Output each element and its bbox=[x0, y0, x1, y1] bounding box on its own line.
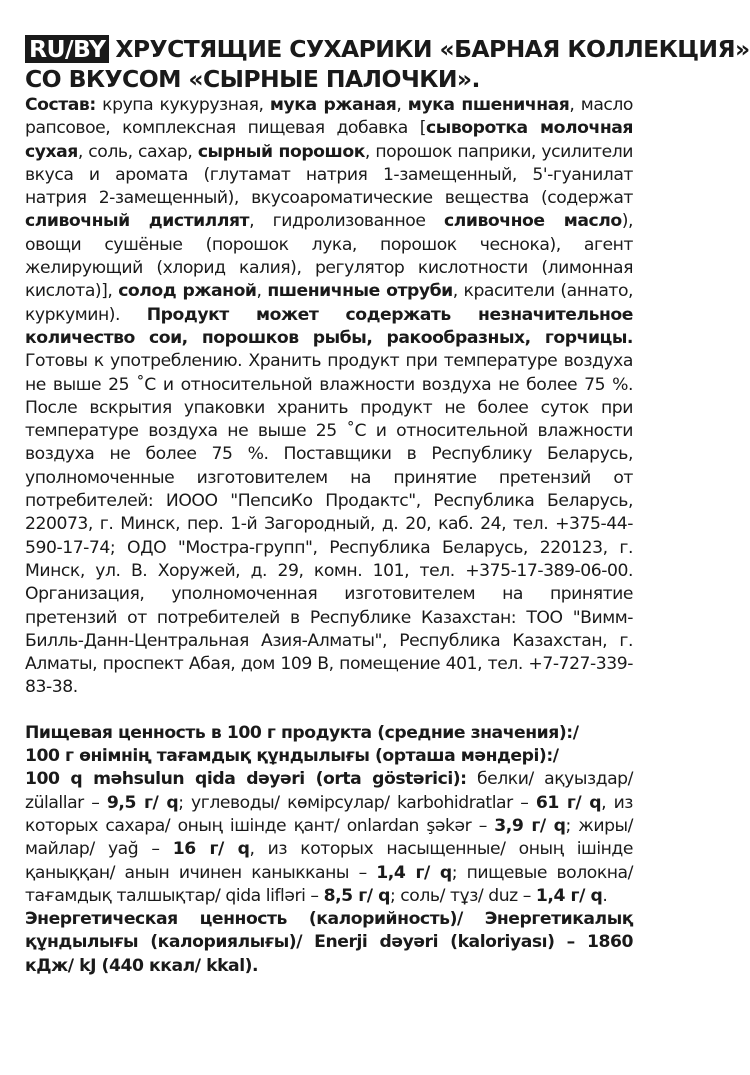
composition-text: , порошок паприки, усилители вкуса и аромата (глутамат натрия 1-замещенный, 5'-гуанилат натрия 2-замещенный), вкусоароматические вещества (содержат bbox=[25, 141, 633, 209]
nutrient-label: ; жиры/ майлар/ yağ – bbox=[25, 815, 633, 860]
nutrient-label: ; углеводы/ көмірсулар/ karbohidratlar – bbox=[178, 792, 536, 813]
nutrient-label: ; пищевые волокна/ тағамдық талшықтар/ qida lifləri – bbox=[25, 862, 633, 906]
nutrient-label: , из которых насыщенные/ оның ішінде қаныққан/ анын ичинен каныкканы – bbox=[25, 839, 633, 883]
nutrient-label: ; соль/ тұз/ duz – bbox=[389, 885, 536, 906]
composition-text: , красители (аннато, куркумин). bbox=[25, 281, 634, 325]
section-gap bbox=[25, 700, 633, 722]
nutrient-value: 8,5 г/ q bbox=[323, 885, 390, 906]
allergen-text: сырный порошок bbox=[197, 141, 365, 162]
nutrient-value: 61 г/ q bbox=[535, 792, 602, 813]
composition-label: Состав: bbox=[25, 95, 96, 115]
composition-text: , гидролизованное bbox=[249, 211, 445, 232]
allergen-text: пшеничные отруби bbox=[267, 281, 453, 302]
energy-value: Энергетическая ценность (калорийность)/ Энергетикалық құндылығы (калориялығы)/ Enerji dəyəri (kaloriyası) – 1860 кДж/ kJ (440 ккал/ kkal). bbox=[25, 909, 633, 976]
product-title: ХРУСТЯЩИЕ СУХАРИКИ «БАРНАЯ КОЛЛЕКЦИЯ» bbox=[115, 35, 750, 63]
allergen-text: мука ржаная bbox=[269, 95, 397, 115]
nutrition-paragraph bbox=[25, 722, 633, 978]
product-title-line-2: СО ВКУСОМ «СЫРНЫЕ ПАЛОЧКИ». bbox=[25, 65, 480, 93]
nutrient-label: белки/ ақуыздар/ zülallar – bbox=[25, 769, 633, 813]
nutrition-heading-kk: 100 г өнімнің тағамдық құндылығы (орташа мәндері):/ bbox=[25, 746, 559, 767]
allergen-text: мука пшеничная bbox=[407, 95, 570, 115]
nutrient-value: 1,4 г/ q bbox=[376, 862, 452, 883]
composition-text: , bbox=[256, 281, 268, 302]
nutrition-heading-az: 100 q məhsulun qida dəyəri (orta göstərici): bbox=[25, 769, 467, 790]
nutrient-value: 1,4 г/ q bbox=[535, 885, 603, 906]
allergen-text: сливочный дистиллят bbox=[25, 211, 250, 232]
allergen-text: сливочное масло bbox=[444, 211, 622, 232]
composition-text: , масло рапсовое, комплексная пищевая добавка [ bbox=[25, 95, 633, 139]
nutrient-label: , из которых сахара/ оның ішінде қант/ onlardan şəkər – bbox=[25, 792, 634, 836]
product-title-line-1 bbox=[25, 34, 750, 64]
language-badge: RU/BY bbox=[25, 35, 109, 63]
allergen-warning: Продукт может содержать незначительное количество сои, порошков рыбы, ракообразных, горчицы. bbox=[25, 304, 633, 348]
nutrient-value: 3,9 г/ q bbox=[494, 815, 566, 836]
composition-text: , bbox=[396, 95, 408, 115]
nutrition-heading-ru: Пищевая ценность в 100 г продукта (средние значения):/ bbox=[25, 722, 579, 743]
composition-paragraph bbox=[25, 94, 633, 700]
composition-text: ), овощи сушёные (порошок лука, порошок чеснока), агент желирующий (хлорид калия), регулятор кислотности (лимонная кислота)], bbox=[25, 211, 633, 302]
allergen-text: солод ржаной bbox=[118, 281, 257, 302]
composition-text: , соль, сахар, bbox=[77, 141, 198, 162]
allergen-text: сыворотка молочная сухая bbox=[25, 118, 634, 162]
nutrient-value: 16 г/ q bbox=[172, 839, 250, 860]
nutrient-label: . bbox=[602, 885, 608, 906]
composition-text: крупа кукурузная, bbox=[95, 95, 270, 115]
storage-and-supplier-text: Готовы к употреблению. Хранить продукт при температуре воздуха не выше 25 ˚С и относительной влажности воздуха не более 75 %. После вскрытия упаковки хранить продукт не более суток при температуре воздуха не выше 25 ˚С и относительной влажности воздуха не более 75 %. Поставщики в Республику Беларусь, уполномоченные изготовителем на принятие претензий от потребителей: ИООО "ПепсиКо Продактс", Республика Беларусь, 220073, г. Минск, пер. 1-й Загородный, д. 20, каб. 24, тел. +375-44-590-17-74; ОДО "Мостра-групп", Республика Беларусь, 220123, г. Минск, ул. В. Хоружей, д. 29, комн. 101, тел. +375-17-389-06-00. Организация, уполномоченная изготовителем на принятие претензий от потребителей в Республике Казахстан: ТОО "Вимм-Билль-Данн-Центральная Азия-Алматы", Республика Казахстан, г. Алматы, проспект Абая, дом 109 В, помещение 401, тел. +7-727-339-83-38. bbox=[25, 351, 633, 698]
nutrient-value: 9,5 г/ q bbox=[106, 792, 179, 813]
